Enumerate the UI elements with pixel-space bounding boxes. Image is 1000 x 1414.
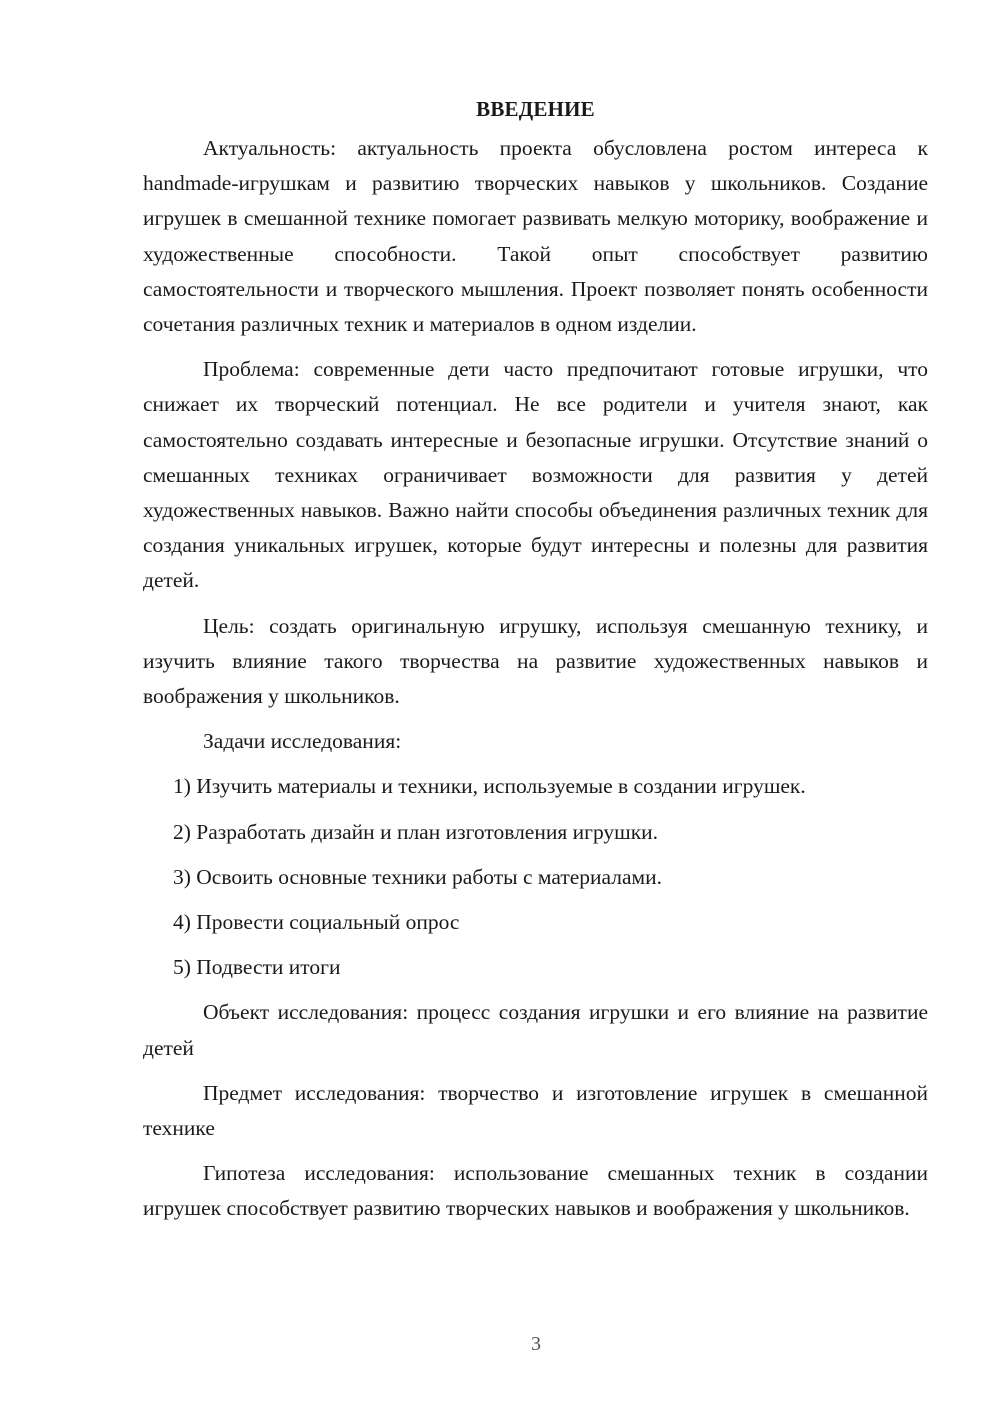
tasks-heading: Задачи исследования:: [203, 729, 402, 754]
paragraph-problem: Проблема: современные дети часто предпочитают готовые игрушки, что снижает их творческий потенциал. Не все родители и учителя знают, как самостоятельно создавать интересные и безопасные игрушки. Отсутствие знаний о смешанных техниках ограничивает возможности для развития у детей художественных навыков. Важно найти способы объединения различных техник для создания уникальных игрушек, которые будут интересны и полезны для развития детей.: [143, 357, 928, 593]
paragraph-hypothesis: Гипотеза исследования: использование смешанных техник в создании игрушек способствует развитию творческих навыков и воображения у школьников.: [143, 1161, 928, 1221]
tasks-list: [143, 769, 928, 985]
list-item: 1) Изучить материалы и техники, используемые в создании игрушек.: [173, 774, 806, 799]
paragraph-object: Объект исследования: процесс создания игрушки и его влияние на развитие детей: [143, 1000, 928, 1060]
paragraph-relevance: Актуальность: актуальность проекта обусловлена ростом интереса к handmade-игрушкам и развитию творческих навыков у школьников. Создание игрушек в смешанной технике помогает развивать мелкую моторику, воображение и художественные способности. Такой опыт способствует развитию самостоятельности и творческого мышления. Проект позволяет понять особенности сочетания различных техник и материалов в одном изделии.: [143, 136, 928, 337]
list-item: 5) Подвести итоги: [173, 955, 341, 980]
list-item: 4) Провести социальный опрос: [173, 910, 460, 935]
list-item: 2) Разработать дизайн и план изготовления игрушки.: [173, 819, 659, 844]
paragraph-subject: Предмет исследования: творчество и изготовление игрушек в смешанной технике: [143, 1080, 928, 1141]
list-item: 3) Освоить основные техники работы с материалами.: [173, 864, 662, 889]
document-page: [143, 92, 928, 1237]
page-number: 3: [531, 1333, 541, 1355]
page-title: ВВЕДЕНИЕ: [476, 97, 595, 121]
paragraph-goal: Цель: создать оригинальную игрушку, используя смешанную технику, и изучить влияние такого творчества на развитие художественных навыков и воображения у школьников.: [143, 613, 928, 709]
